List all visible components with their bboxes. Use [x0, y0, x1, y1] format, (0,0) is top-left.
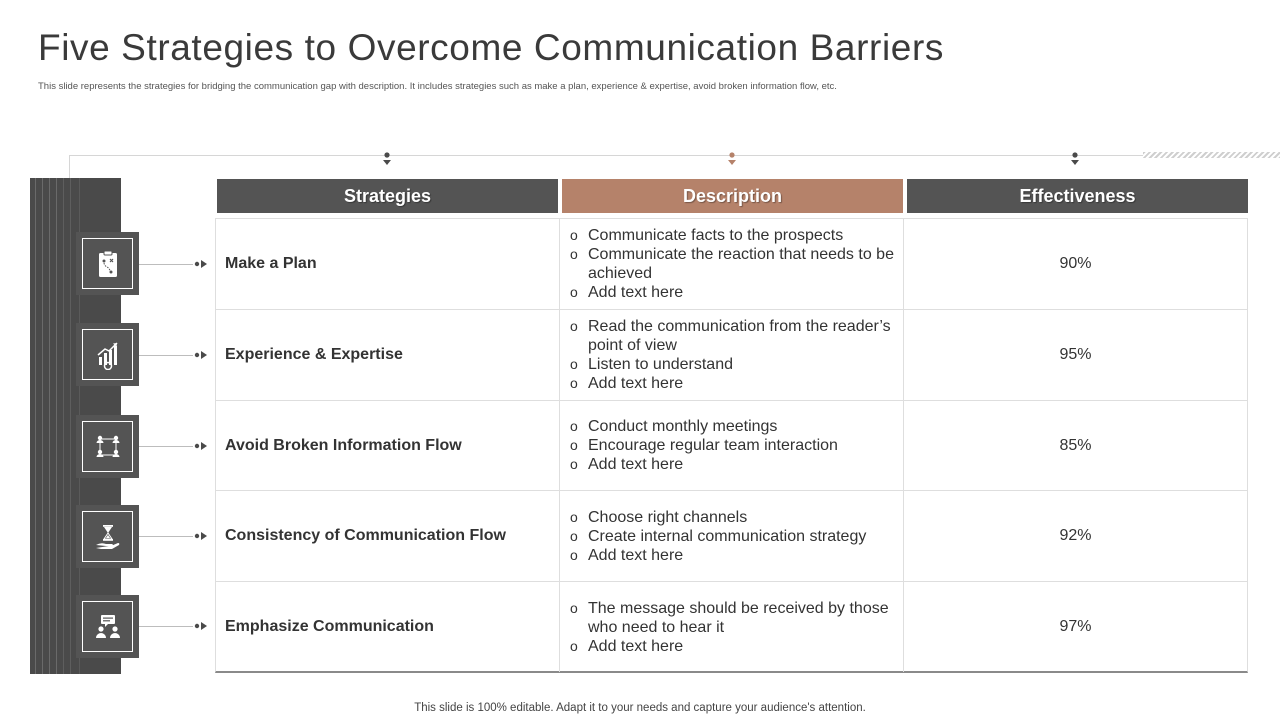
row-connector-3: [139, 441, 209, 451]
effectiveness-value: 92%: [1059, 527, 1092, 544]
clipboard-plan-icon: [93, 249, 123, 279]
list-item: o Add text here: [570, 637, 895, 656]
list-item: o Add text here: [570, 374, 895, 393]
description-list: [570, 317, 895, 393]
growth-chart-gear-icon: [93, 340, 123, 370]
description-list: [570, 599, 895, 656]
description-list: [570, 417, 838, 474]
row-connector-1: [139, 259, 209, 269]
hourglass-hand-icon: [93, 522, 123, 552]
top-connector-horizontal: [69, 155, 1143, 156]
table-row: [216, 401, 1247, 491]
strategies-table: [215, 218, 1248, 673]
row-connector-4: [139, 531, 209, 541]
team-discussion-icon: [93, 612, 123, 642]
list-item: o Communicate facts to the prospects: [570, 226, 895, 245]
table-row: [216, 219, 1247, 310]
list-item: o Communicate the reaction that needs to be achieved: [570, 245, 895, 283]
effectiveness-value: 90%: [1059, 255, 1092, 272]
strategy-name: Experience & Expertise: [216, 310, 560, 400]
list-item: o Encourage regular team interaction: [570, 436, 838, 455]
description-list: [570, 226, 895, 302]
top-connector-vertical: [69, 155, 70, 178]
icon-box-avoid-broken-flow: [76, 415, 139, 478]
list-item: o Choose right channels: [570, 508, 866, 527]
team-network-icon: [93, 432, 123, 462]
row-connector-5: [139, 621, 209, 631]
header-description: Description: [562, 179, 903, 213]
list-item: o Read the communication from the reader’s point of view: [570, 317, 895, 355]
effectiveness-value: 95%: [1059, 346, 1092, 363]
row-connector-2: [139, 350, 209, 360]
strategy-name: Avoid Broken Information Flow: [216, 401, 560, 490]
icon-box-consistency: [76, 505, 139, 568]
icon-box-make-a-plan: [76, 232, 139, 295]
header-effectiveness: Effectiveness: [907, 179, 1248, 213]
description-cell: [560, 401, 904, 490]
strategy-name: Emphasize Communication: [216, 582, 560, 672]
description-list: [570, 508, 866, 565]
slide-title: Five Strategies to Overcome Communication Barriers: [38, 27, 944, 68]
list-item: o Create internal communication strategy: [570, 527, 866, 546]
strategy-name: Make a Plan: [216, 219, 560, 309]
column-arrow-effectiveness-icon: [1070, 152, 1080, 166]
description-cell: [560, 310, 904, 400]
header-strategies: Strategies: [217, 179, 558, 213]
list-item: o Conduct monthly meetings: [570, 417, 838, 436]
table-row: [216, 310, 1247, 401]
list-item: o The message should be received by those who need to hear it: [570, 599, 895, 637]
effectiveness-value: 85%: [1059, 436, 1092, 454]
list-item: o Add text here: [570, 455, 838, 474]
table-row: [216, 491, 1247, 582]
column-arrow-strategies-icon: [382, 152, 392, 166]
icon-box-experience-expertise: [76, 323, 139, 386]
slide-subtitle: This slide represents the strategies for bridging the communication gap with description. It includes strategies such as make a plan, experience & expertise, avoid broken information flow, etc.: [38, 81, 837, 92]
list-item: o Add text here: [570, 546, 866, 565]
slide-footer: This slide is 100% editable. Adapt it to your needs and capture your audience's attention.: [414, 702, 866, 714]
strategy-name: Consistency of Communication Flow: [216, 491, 560, 581]
icon-box-emphasize: [76, 595, 139, 658]
effectiveness-value: 97%: [1059, 618, 1092, 635]
description-cell: [560, 219, 904, 309]
description-cell: [560, 582, 904, 672]
column-arrow-description-icon: [727, 152, 737, 166]
decorative-hatch-bar: [1143, 152, 1280, 158]
table-row: [216, 582, 1247, 672]
description-cell: [560, 491, 904, 581]
list-item: o Add text here: [570, 283, 895, 302]
list-item: o Listen to understand: [570, 355, 895, 374]
